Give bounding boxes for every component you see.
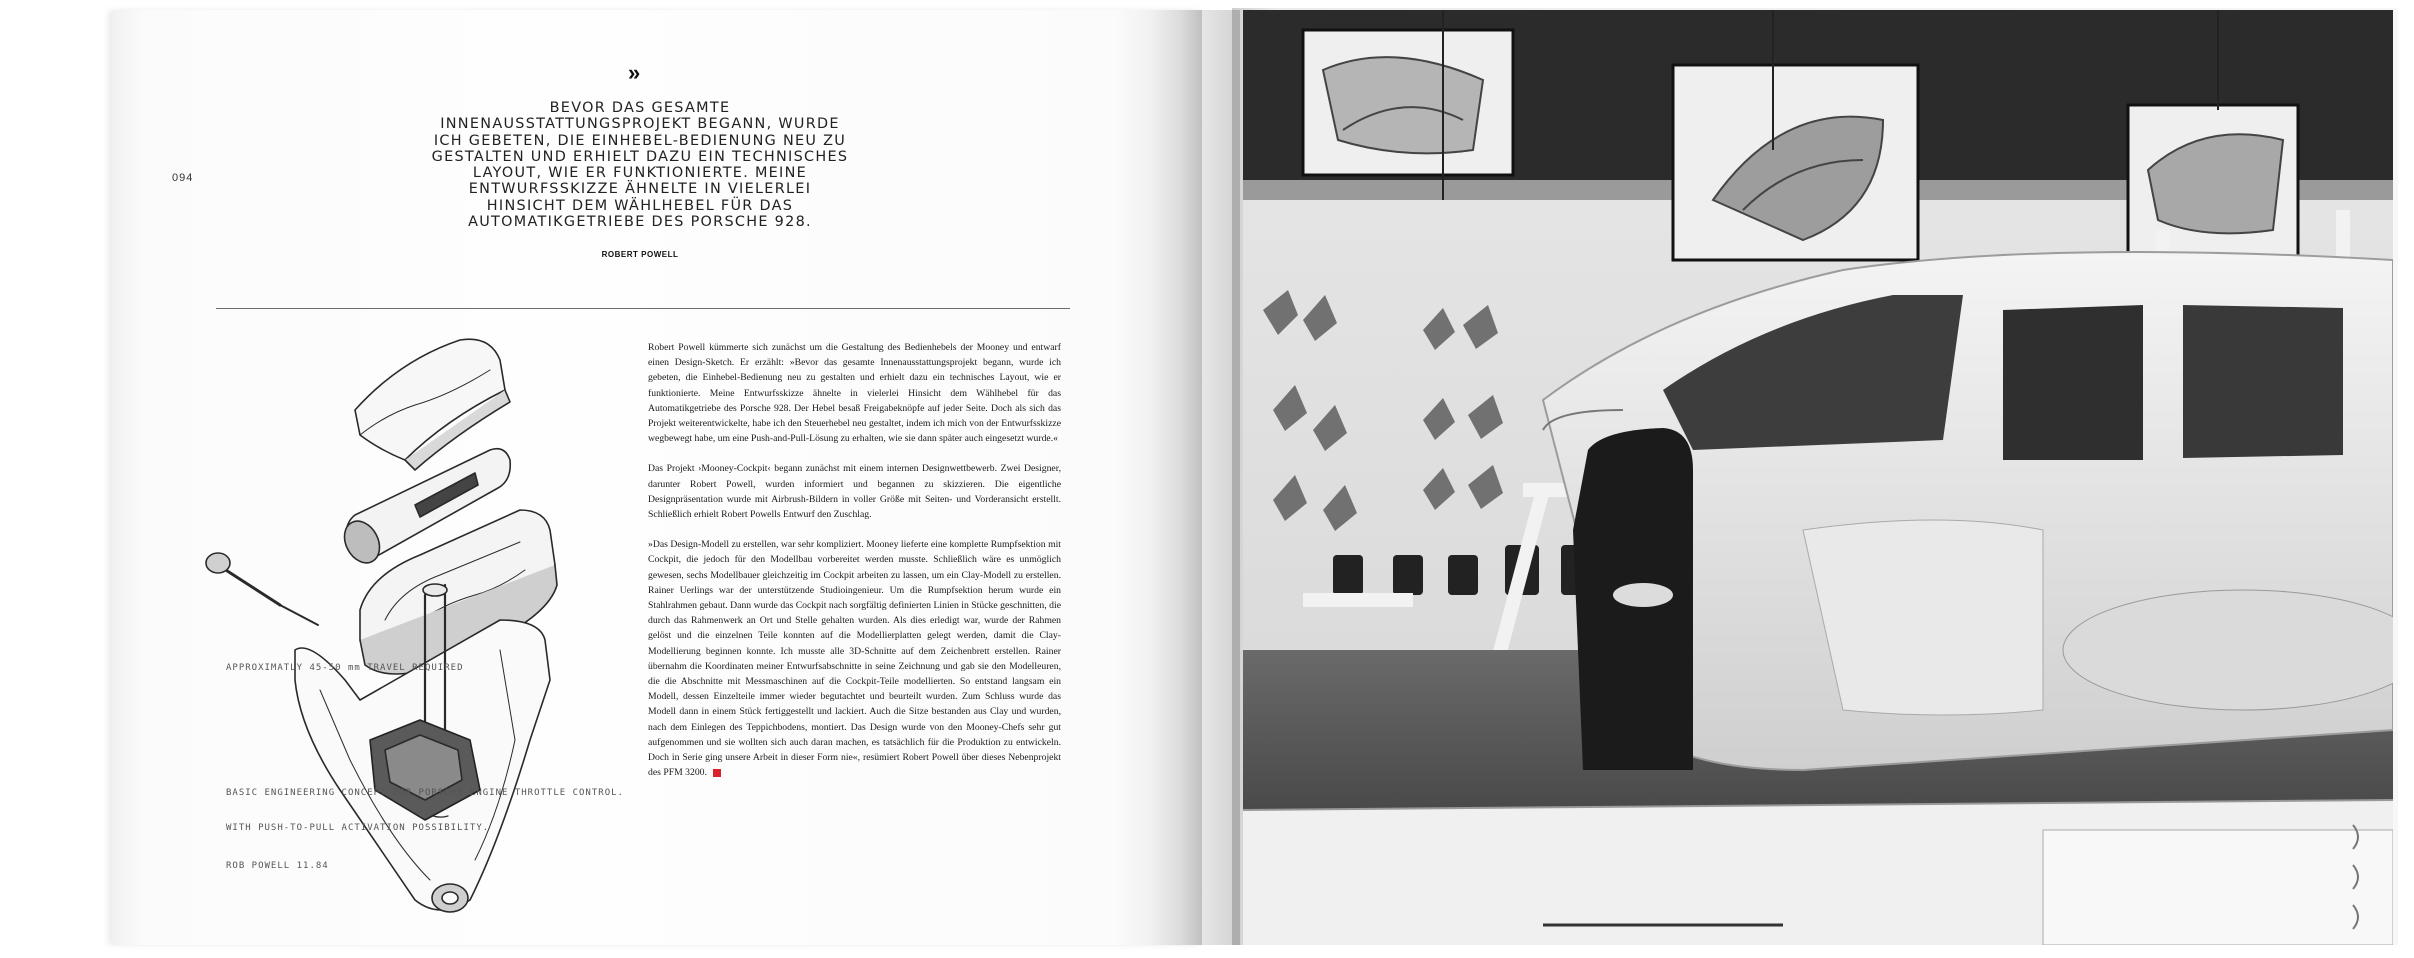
pull-quote: BEVOR DAS GESAMTE INNENAUSSTATTUNGSPROJEKT BEGANN, WURDE ICH GEBETEN, DIE EINHEBEL-BEDIENUNG NEU ZU GESTALTEN UND ERHIELT DAZU EIN TECHNISCHES LAYOUT, WIE ER FUNKTIONIERTE. MEINE ENTWURFSSKIZZE ÄHNELTE IN VIELERLEI HINSICHT DEM WÄHLHEBEL FÜR DAS AUTOMATIKGETRIEBE DES PORSCHE 928.: [431, 100, 849, 231]
end-mark-icon: [713, 769, 721, 777]
quote-mark-icon: »: [628, 60, 641, 85]
paragraph-2: Das Projekt ›Mooney-Cockpit‹ begann zunächst mit einem internen Designwettbewerb. Zwei Designer, darunter Robert Powell, wurden informiert und begannen zu skizzieren. Die eigentliche Designpräsentation wurde mit Airbrush-Bildern in voller Größe mit Seiten- und Vorderansicht erstellt. Schließlich erhielt Robert Powells Entwurf den Zuschlag.: [648, 463, 1061, 521]
page-number: 094: [172, 172, 194, 184]
sketch-signature: ROB POWELL 11.84: [226, 861, 329, 871]
studio-photo: [1243, 10, 2393, 945]
paragraph-1: Robert Powell kümmerte sich zunächst um die Gestaltung des Bedienhebels der Mooney und entwarf einen Design-Sketch. Er erzählt: »Bevor das gesamte Innenausstattungsprojekt begann, wurde ich gebeten, die Einhebel-Bedienung neu zu gestalten und erhielt dazu ein technisches Layout, wie er funktionierte. Meine Entwurfsskizze ähnelte in vielerlei Hinsicht dem Wählhebel für das Automatikgetriebe des Porsche 928. Der Hebel besaß Freigabeknöpfe auf jeder Seite. Doch als sich das Projekt weiterentwickelte, habe ich den Steuerhebel neu gestaltet, indem ich mich von der Entwurfsskizze wegbewegt habe, um eine Push-and-Pull-Lösung zu erhalten, wie sie dann später auch eingesetzt wurde.«: [648, 342, 1061, 445]
sketch-note-activation: WITH PUSH-TO-PULL ACTIVATION POSSIBILITY.: [226, 823, 490, 833]
divider-rule: [216, 308, 1070, 309]
quote-author: ROBERT POWELL: [601, 250, 679, 259]
paragraph-3-wrapper: [648, 537, 1061, 780]
sketch-note-travel: APPROXIMATLY 45-50 mm TRAVEL REQUIRED: [226, 663, 464, 673]
sketch-note-concept: BASIC ENGINEERING CONCEPT FOR PORSCHE ENGINE THROTTLE CONTROL.: [226, 788, 624, 798]
gutter-shadow: [1150, 10, 1240, 945]
lever-sketch: [200, 320, 640, 920]
paragraph-3: »Das Design-Modell zu erstellen, war sehr kompliziert. Mooney lieferte eine komplette Rumpfsektion mit Cockpit, die jedoch für den Modellbau vorbereitet werden musste. Schließlich wäre es unmöglich gewesen, sechs Modellbauer gleichzeitig im Cockpit arbeiten zu lassen, um ein Clay-Modell zu erstellen. Rainer Uerlings war der unterstützende Studioingenieur. Um die Rumpfsektion herum wurde ein Stahlrahmen gebaut. Dann wurde das Cockpit nach sorgfältig definierten Linien in Stücke geschnitten, die durch das Rahmenwerk an Ort und Stelle gehalten wurden. Als dies erledigt war, wurde der Rahmen gelöst und die einzelnen Teile konnten auf die Modellierplatten gelegt werden, damit die Clay-Modellierung beginnen konnte. Ich musste alle 3D-Schnitte auf dem Zeichenbrett erstellen. Rainer übernahm die Koordinaten meiner Entwurfsabschnitte in seine Zeichnung und gab sie den Modelleuren, die die Abschnitte mit Messmaschinen auf die Cockpit-Teile modellierten. So entstand langsam ein Modell, dessen Einzelteile immer wieder begutachtet und beurteilt wurden. Zum Schluss wurde das Modell dann in einem Stück fertiggestellt und lackiert. Auch die Sitze bestanden aus Clay und wurden, nach dem Einlegen des Teppichbodens, montiert. Das Design wurde von den Mooney-Chefs sehr gut aufgenommen und sie wollten sich auch daran machen, es tatsächlich für die Produktion zu entwickeln. Doch in Serie ging unsere Arbeit in dieser Form nie«, resümiert Robert Powell über dieses Nebenprojekt des PFM 3200.: [648, 539, 1061, 779]
body-text: [648, 340, 1061, 795]
